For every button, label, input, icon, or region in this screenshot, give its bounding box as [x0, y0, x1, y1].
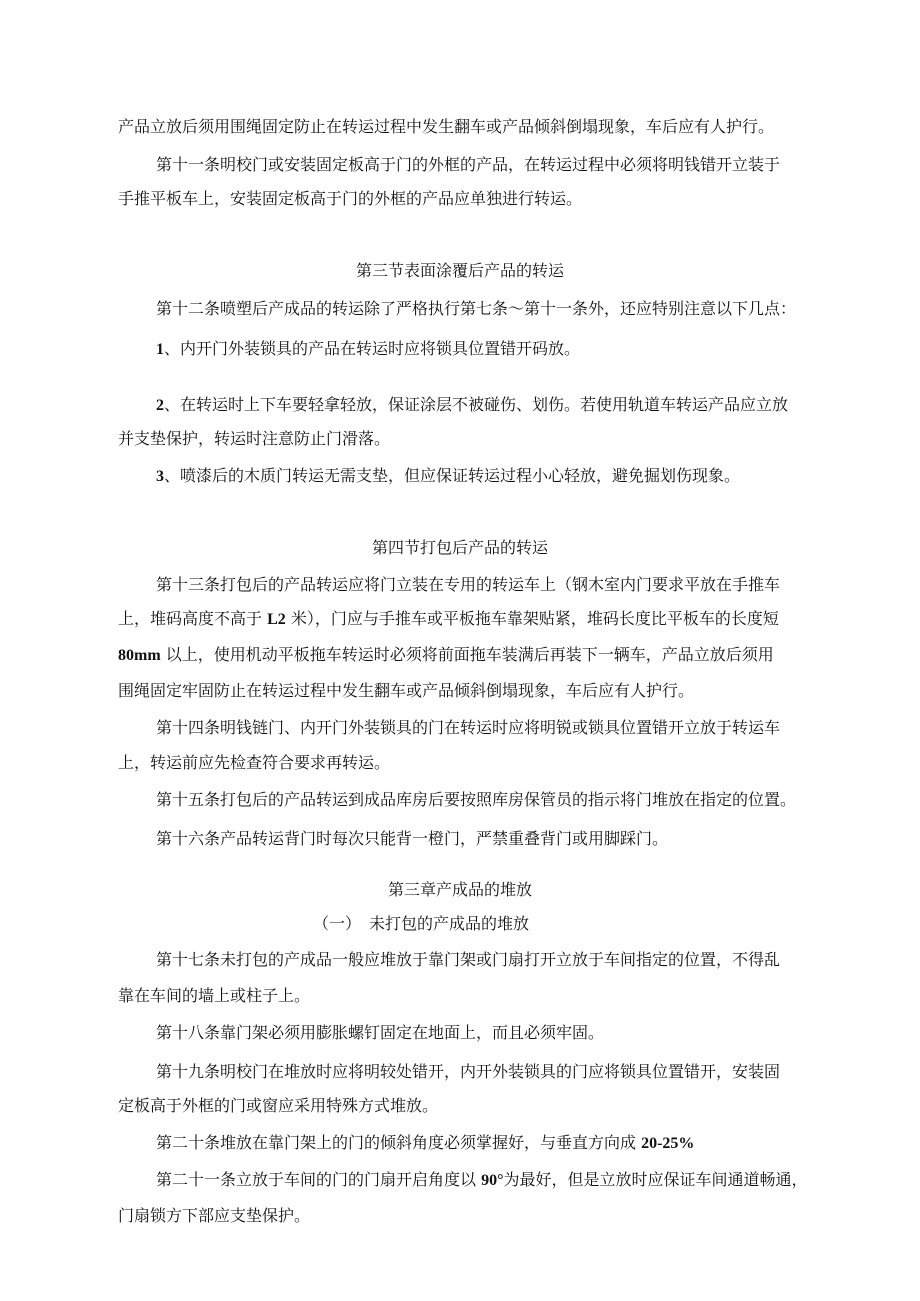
article-21-line-1 [156, 1170, 808, 1191]
subsection-number: （一） [313, 914, 362, 933]
text-run: 以上，使用机动平板拖车转运时必须将前面拖车装满后再装下一辆车，产品立放后须用 [160, 645, 774, 664]
article-16-line-1: 第十六条产品转运背门时每次只能背一橙门，严禁重叠背门或用脚踩门。 [156, 829, 669, 848]
list-item-text: 、在转运时上下车要轻拿轻放，保证涂层不被碰伤、划伤。若使用轨道车转运产品应立放 [164, 395, 789, 414]
list-item-number: 3 [156, 468, 164, 485]
list-item-3 [156, 466, 740, 487]
article-17-line-2: 靠在车间的墙上或柱子上。 [118, 986, 311, 1005]
article-13-line-4: 围绳固定牢固防止在转运过程中发生翻车或产品倾斜倒塌现象，车后应有人护行。 [118, 681, 695, 700]
section-4-title: 第四节打包后产品的转运 [371, 538, 548, 557]
text-run: 第二十条堆放在靠门架上的门的倾斜角度必须掌握好，与垂直方向成 [156, 1133, 642, 1152]
article-19-line-2: 定板高于外框的门或窗应采用特殊方式堆放。 [118, 1096, 439, 1115]
bold-number: L2 [267, 611, 286, 628]
bold-number: 20-25% [641, 1135, 695, 1152]
article-12-line-1: 第十二条喷塑后产成品的转运除了严格执行第七条～第十一条外，还应特别注意以下几点： [156, 299, 797, 318]
list-item-2 [156, 395, 788, 416]
text-run: 第二十一条立放于车间的门的门扇开启角度以 [156, 1170, 482, 1189]
list-item-text: 、内开门外装锁具的产品在转运时应将锁具位置错开码放。 [164, 339, 581, 358]
article-19-line-1: 第十九条明校门在堆放时应将明较处错开，内开外装锁具的门应将锁具位置错开，安装固 [156, 1062, 781, 1081]
article-11-line-2: 手推平板车上，安装固定板高于门的外框的产品应单独进行转运。 [118, 189, 583, 208]
paragraph-line: 产品立放后须用围绳固定防止在转运过程中发生翻车或产品倾斜倒塌现象，车后应有人护行。 [118, 117, 775, 136]
list-item-1 [156, 339, 580, 360]
list-item-text: 、喷漆后的木质门转运无需支垫，但应保证转运过程小心轻放，避免掘划伤现象。 [164, 466, 741, 485]
article-13-line-3 [118, 645, 774, 666]
article-13-line-2 [118, 609, 779, 630]
article-13-line-1: 第十三条打包后的产品转运应将门立装在专用的转运车上（钢木室内门要求平放在手推车 [156, 575, 781, 594]
bold-number: 80mm [118, 647, 161, 664]
article-18-line-1: 第十八条靠门架必须用膨胀螺钉固定在地面上，而且必须牢固。 [156, 1023, 605, 1042]
article-15-line-1: 第十五条打包后的产品转运到成品库房后要按照库房保管员的指示将门堆放在指定的位置。 [156, 790, 797, 809]
list-item-number: 1 [156, 341, 164, 358]
article-11-line-1: 第十一条明校门或安装固定板高于门的外框的产品，在转运过程中必须将明钱错开立装于 [156, 155, 781, 174]
article-17-line-1: 第十七条未打包的产成品一般应堆放于靠门架或门扇打开立放于车间指定的位置，不得乱 [156, 950, 781, 969]
text-run: 为最好，但是立放时应保证车间通道畅通， [503, 1170, 808, 1189]
subsection-1-title [313, 914, 529, 934]
list-item-2-line-2: 并支垫保护，转运时注意防止门滑落。 [118, 429, 391, 448]
bold-number: 90° [481, 1172, 504, 1189]
article-20-line-1 [156, 1133, 694, 1154]
article-14-line-2: 上，转运前应先检查符合要求再转运。 [118, 753, 391, 772]
text-run: 米），门应与手推车或平板拖车靠架贴紧，堆码长度比平板车的长度短 [285, 609, 779, 628]
chapter-3-title: 第三章产成品的堆放 [387, 880, 532, 899]
article-21-line-2: 门扇锁方下部应支垫保护。 [118, 1206, 311, 1225]
list-item-number: 2 [156, 397, 164, 414]
subsection-text: 未打包的产成品的堆放 [369, 914, 530, 933]
article-14-line-1: 第十四条明钱链门、内开门外装锁具的门在转运时应将明锐或锁具位置错开立放于转运车 [156, 718, 781, 737]
section-3-title: 第三节表面涂覆后产品的转运 [355, 261, 564, 280]
text-run: 上，堆码高度不高于 [118, 609, 268, 628]
